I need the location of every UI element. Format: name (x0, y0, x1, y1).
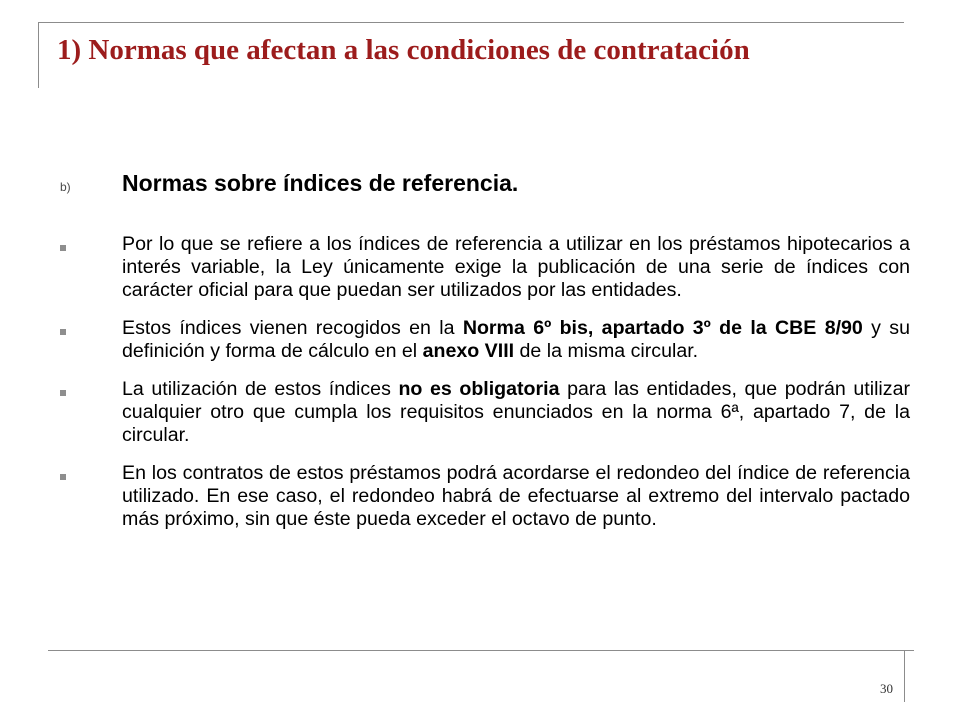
slide-title: 1) Normas que afectan a las condiciones de contratación (57, 34, 750, 66)
bullet-text-segment: Por lo que se refiere a los índices de referencia a utilizar en los préstamos hipotecarios a interés variable, la Ley únicamente exige la publicación de una serie de índices con carácter oficial para que puedan ser utilizados por las entidades. (122, 233, 910, 301)
bullet-text-segment: para las entidades, que podrán utilizar cualquier otro que cumpla los requisitos enunciados en la norma 6ª, apartado 7, de la circular. (122, 378, 910, 446)
square-bullet-icon (60, 390, 66, 396)
bullet-text-segment: y su definición y forma de cálculo en el (122, 317, 910, 362)
bullet-item (60, 317, 910, 363)
bullet-item (60, 233, 910, 302)
bullet-text-emphasis: no es obligatoria (398, 378, 560, 400)
section-heading: Normas sobre índices de referencia. (122, 170, 519, 196)
bullet-text-emphasis: anexo VIII (422, 340, 515, 362)
square-bullet-icon (60, 245, 66, 251)
square-bullet-icon (60, 329, 66, 335)
bullet-text (122, 317, 910, 363)
square-bullet-icon (60, 474, 66, 480)
bullet-text-segment: La utilización de estos índices (122, 378, 399, 400)
bullet-text-segment: Estos índices vienen recogidos en la (122, 317, 463, 339)
bottom-divider (48, 650, 914, 651)
bullet-item (60, 378, 910, 447)
bullet-list (60, 233, 910, 546)
bullet-text-segment: En los contratos de estos préstamos podrá acordarse el redondeo del índice de referencia utilizado. En ese caso, el redondeo habrá de efectuarse al extremo del intervalo pactado más próximo, sin que éste pueda exceder el octavo de punto. (122, 462, 910, 530)
section-marker: b) (60, 180, 71, 194)
right-divider (904, 650, 905, 702)
bullet-text (122, 462, 910, 531)
bullet-text (122, 233, 910, 302)
bullet-text-segment: de la misma circular. (514, 340, 699, 362)
bullet-text (122, 378, 910, 447)
left-divider (38, 22, 39, 88)
page-number: 30 (880, 681, 893, 696)
bullet-item (60, 462, 910, 531)
bullet-text-emphasis: Norma 6º bis, apartado 3º de la CBE 8/90 (462, 317, 863, 339)
top-divider (38, 22, 904, 23)
